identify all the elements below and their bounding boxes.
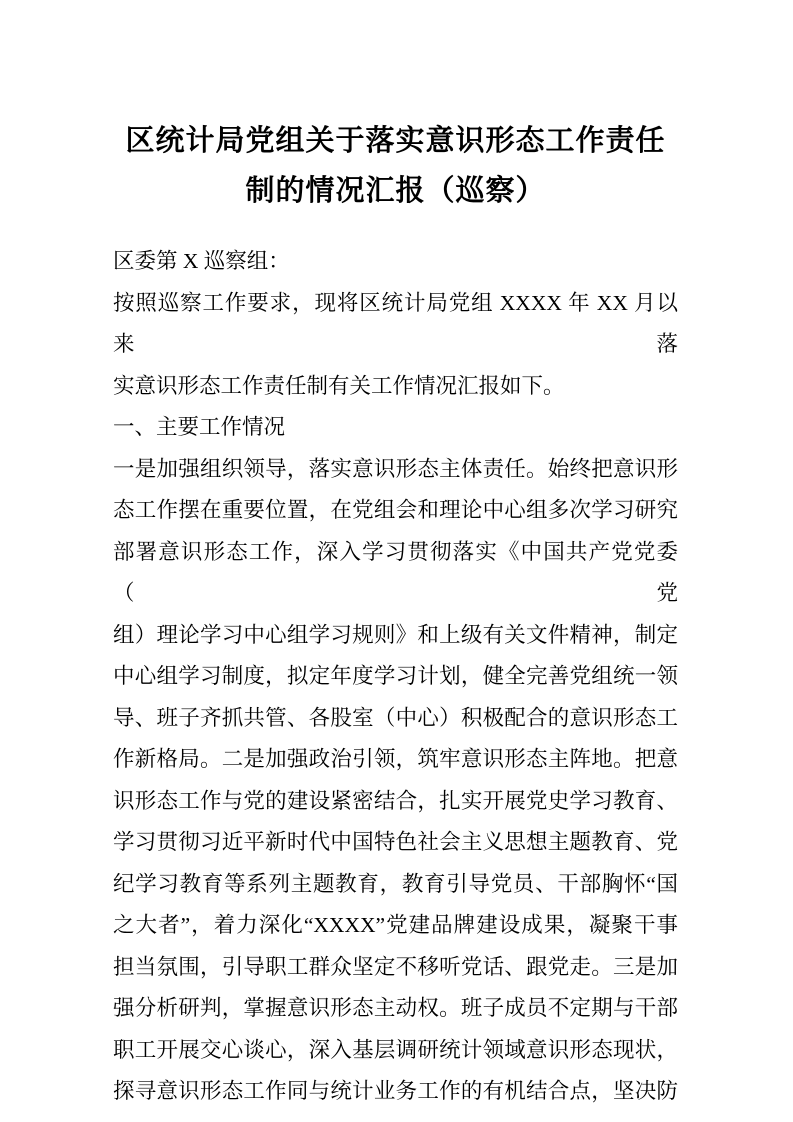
body-line: 识形态工作与党的建设紧密结合，扎实开展党史学习教育、: [113, 788, 678, 813]
body-line: 职工开展交心谈心，深入基层调研统计领域意识形态现状，: [113, 1037, 678, 1062]
body-line: 组）理论学习中心组学习规则》和上级有关文件精神，制定: [113, 622, 678, 647]
body-line: 态工作摆在重要位置，在党组会和理论中心组多次学习研究: [113, 498, 678, 522]
title-line-1: 区统计局党组关于落实意识形态工作责任: [125, 125, 666, 157]
body-line: 担当氛围，引导职工群众坚定不移听党话、跟党走。三是加: [113, 954, 678, 979]
title-line-2: 制的情况汇报（巡察）: [245, 175, 546, 207]
body-line: 作新格局。二是加强政治引领，筑牢意识形态主阵地。把意: [113, 747, 678, 771]
body-line: 实意识形态工作责任制有关工作情况汇报如下。: [113, 373, 565, 398]
body-line: 强分析研判，掌握意识形态主动权。班子成员不定期与干部: [113, 996, 678, 1020]
body-line: 部署意识形态工作，深入学习贯彻落实《中国共产党党委（党: [113, 539, 678, 605]
body-line: 按照巡察工作要求，现将区统计局党组 XXXX 年 XX 月以来落: [113, 290, 678, 356]
document-content: [113, 0, 678, 1113]
body-line: 一是加强组织领导，落实意识形态主体责任。始终把意识形: [113, 456, 678, 481]
body-line: 探寻意识形态工作同与统计业务工作的有机结合点，坚决防: [113, 1079, 678, 1103]
document-body: [113, 241, 678, 1113]
body-line: 一、主要工作情况: [113, 415, 286, 439]
body-line: 区委第 X 巡察组：: [113, 249, 290, 273]
body-line: 学习贯彻习近平新时代中国特色社会主义思想主题教育、党: [113, 830, 678, 854]
document-title: [113, 0, 678, 216]
body-line: 纪学习教育等系列主题教育，教育引导党员、干部胸怀“国: [113, 871, 678, 896]
body-line: 之大者”，着力深化“XXXX”党建品牌建设成果，凝聚干事: [113, 913, 678, 937]
body-line: 导、班子齐抓共管、各股室（中心）积极配合的意识形态工: [113, 705, 678, 730]
body-line: 中心组学习制度，拟定年度学习计划，健全完善党组统一领: [113, 664, 678, 688]
